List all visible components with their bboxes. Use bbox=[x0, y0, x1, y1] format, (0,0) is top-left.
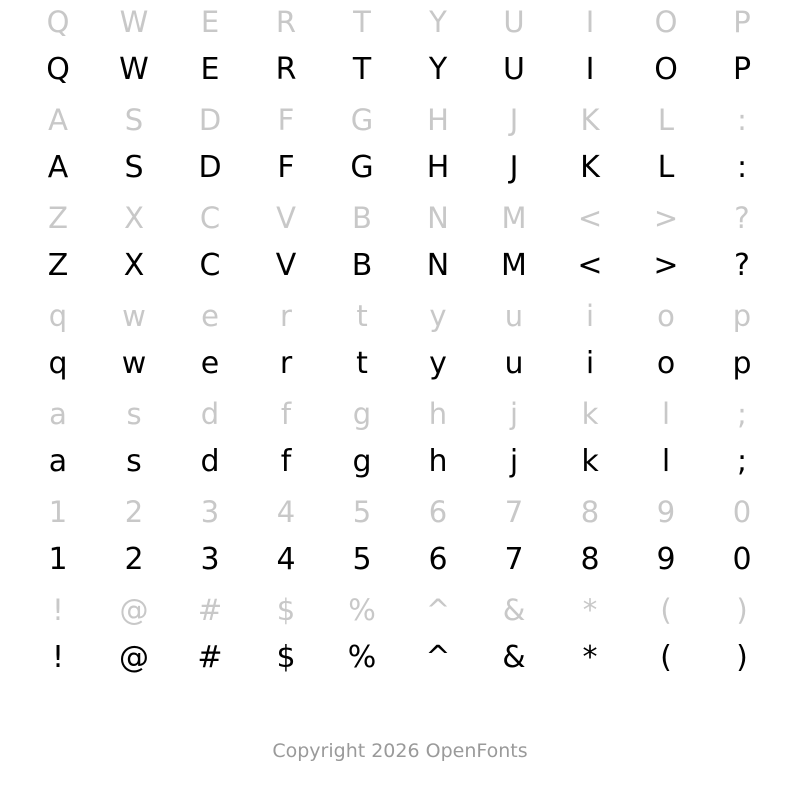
solid-char: S bbox=[124, 150, 144, 185]
solid-char: V bbox=[275, 248, 297, 283]
ghost-char: t bbox=[356, 298, 368, 333]
ghost-character-row bbox=[20, 98, 780, 142]
solid-char: ! bbox=[51, 640, 65, 675]
ghost-char: R bbox=[275, 4, 297, 39]
solid-character-row bbox=[20, 240, 780, 292]
ghost-char: 9 bbox=[656, 494, 676, 529]
ghost-char: T bbox=[353, 4, 371, 39]
ghost-char: Y bbox=[429, 4, 447, 39]
ghost-char: o bbox=[657, 298, 675, 333]
solid-character-row bbox=[20, 44, 780, 96]
ghost-char: 1 bbox=[48, 494, 68, 529]
solid-char: $ bbox=[276, 640, 296, 675]
ghost-char: M bbox=[501, 200, 527, 235]
solid-char: T bbox=[352, 52, 372, 87]
solid-char: 5 bbox=[352, 542, 372, 577]
ghost-char: ) bbox=[736, 592, 748, 627]
ghost-char: ( bbox=[660, 592, 672, 627]
ghost-char: L bbox=[657, 102, 675, 137]
ghost-char: G bbox=[350, 102, 374, 137]
ghost-char: N bbox=[427, 200, 449, 235]
solid-char: ^ bbox=[425, 640, 451, 675]
solid-char: G bbox=[350, 150, 374, 185]
ghost-char: X bbox=[124, 200, 144, 235]
solid-char: u bbox=[504, 346, 524, 381]
ghost-char: 5 bbox=[352, 494, 372, 529]
solid-char: g bbox=[352, 444, 372, 479]
solid-char: U bbox=[503, 52, 525, 87]
solid-char: L bbox=[657, 150, 675, 185]
ghost-char: E bbox=[200, 4, 220, 39]
ghost-char: P bbox=[733, 4, 751, 39]
solid-char: q bbox=[48, 346, 68, 381]
ghost-char: 7 bbox=[504, 494, 524, 529]
ghost-char: 0 bbox=[732, 494, 752, 529]
ghost-char: h bbox=[428, 396, 448, 431]
ghost-char: < bbox=[577, 200, 603, 235]
solid-char: 4 bbox=[276, 542, 296, 577]
solid-char: A bbox=[47, 150, 69, 185]
solid-char: ? bbox=[734, 248, 750, 283]
solid-char: h bbox=[428, 444, 448, 479]
ghost-char: B bbox=[352, 200, 372, 235]
character-row-group bbox=[20, 392, 780, 490]
ghost-char: & bbox=[502, 592, 526, 627]
solid-char: p bbox=[732, 346, 752, 381]
solid-char: @ bbox=[119, 640, 149, 675]
solid-char: f bbox=[280, 444, 292, 479]
ghost-char: Z bbox=[48, 200, 68, 235]
solid-char: D bbox=[198, 150, 222, 185]
ghost-char: s bbox=[126, 396, 142, 431]
solid-char: # bbox=[197, 640, 223, 675]
solid-character-row bbox=[20, 632, 780, 684]
solid-char: X bbox=[123, 248, 145, 283]
solid-char: a bbox=[48, 444, 68, 479]
ghost-char: C bbox=[199, 200, 221, 235]
solid-char: 7 bbox=[504, 542, 524, 577]
ghost-char: 8 bbox=[580, 494, 600, 529]
solid-char: K bbox=[580, 150, 600, 185]
character-row-group bbox=[20, 98, 780, 196]
solid-char: t bbox=[356, 346, 368, 381]
solid-character-row bbox=[20, 338, 780, 390]
ghost-char: ^ bbox=[425, 592, 451, 627]
ghost-char: S bbox=[124, 102, 144, 137]
solid-char: 3 bbox=[200, 542, 220, 577]
ghost-char: l bbox=[661, 396, 671, 431]
ghost-char: # bbox=[197, 592, 223, 627]
solid-char: Q bbox=[46, 52, 70, 87]
solid-char: d bbox=[200, 444, 220, 479]
solid-char: i bbox=[585, 346, 595, 381]
solid-char: y bbox=[429, 346, 447, 381]
ghost-char: > bbox=[653, 200, 679, 235]
solid-char: I bbox=[585, 52, 595, 87]
ghost-char: @ bbox=[119, 592, 149, 627]
solid-char: 0 bbox=[732, 542, 752, 577]
ghost-char: a bbox=[49, 396, 67, 431]
solid-char: N bbox=[426, 248, 450, 283]
ghost-character-row bbox=[20, 490, 780, 534]
solid-char: P bbox=[732, 52, 752, 87]
solid-char: < bbox=[577, 248, 603, 283]
solid-char: > bbox=[653, 248, 679, 283]
solid-char: H bbox=[426, 150, 450, 185]
ghost-character-row bbox=[20, 0, 780, 44]
solid-char: Z bbox=[47, 248, 69, 283]
solid-char: * bbox=[582, 640, 598, 675]
ghost-char: ? bbox=[734, 200, 750, 235]
ghost-char: ! bbox=[52, 592, 64, 627]
ghost-char: y bbox=[429, 298, 447, 333]
solid-character-row bbox=[20, 534, 780, 586]
solid-character-row bbox=[20, 142, 780, 194]
solid-char: e bbox=[200, 346, 220, 381]
ghost-char: i bbox=[585, 298, 595, 333]
solid-char: : bbox=[736, 150, 748, 185]
ghost-char: f bbox=[280, 396, 292, 431]
ghost-char: g bbox=[352, 396, 372, 431]
ghost-char: p bbox=[732, 298, 752, 333]
ghost-character-row bbox=[20, 588, 780, 632]
ghost-char: J bbox=[509, 102, 519, 137]
ghost-char: O bbox=[654, 4, 678, 39]
character-row-group bbox=[20, 0, 780, 98]
solid-char: s bbox=[126, 444, 142, 479]
ghost-char: 2 bbox=[124, 494, 144, 529]
ghost-char: $ bbox=[276, 592, 296, 627]
ghost-char: U bbox=[503, 4, 525, 39]
solid-char: M bbox=[501, 248, 527, 283]
ghost-char: u bbox=[504, 298, 524, 333]
ghost-char: w bbox=[122, 298, 146, 333]
solid-char: % bbox=[347, 640, 377, 675]
solid-char: 8 bbox=[580, 542, 600, 577]
ghost-char: K bbox=[580, 102, 600, 137]
ghost-character-row bbox=[20, 294, 780, 338]
ghost-char: q bbox=[48, 298, 68, 333]
ghost-char: H bbox=[427, 102, 449, 137]
solid-char: 2 bbox=[124, 542, 144, 577]
solid-char: & bbox=[502, 640, 526, 675]
ghost-char: V bbox=[276, 200, 296, 235]
ghost-char: 6 bbox=[428, 494, 448, 529]
solid-char: 1 bbox=[48, 542, 68, 577]
solid-char: k bbox=[581, 444, 599, 479]
character-row-group bbox=[20, 196, 780, 294]
ghost-char: A bbox=[48, 102, 68, 137]
ghost-char: d bbox=[200, 396, 220, 431]
ghost-char: k bbox=[581, 396, 599, 431]
ghost-char: % bbox=[348, 592, 376, 627]
solid-char: 6 bbox=[428, 542, 448, 577]
ghost-character-row bbox=[20, 196, 780, 240]
character-row-group bbox=[20, 588, 780, 686]
ghost-char: r bbox=[280, 298, 292, 333]
solid-char: ; bbox=[736, 444, 748, 479]
solid-char: o bbox=[656, 346, 676, 381]
solid-char: J bbox=[509, 150, 519, 185]
solid-char: w bbox=[121, 346, 147, 381]
ghost-char: D bbox=[198, 102, 222, 137]
ghost-character-row bbox=[20, 392, 780, 436]
ghost-char: * bbox=[582, 592, 598, 627]
solid-char: R bbox=[275, 52, 297, 87]
ghost-char: F bbox=[277, 102, 295, 137]
ghost-char: I bbox=[585, 4, 595, 39]
ghost-char: 3 bbox=[200, 494, 220, 529]
ghost-char: 4 bbox=[276, 494, 296, 529]
solid-char: l bbox=[661, 444, 671, 479]
copyright-notice: Copyright 2026 OpenFonts bbox=[272, 740, 528, 762]
character-row-group bbox=[20, 490, 780, 588]
solid-char: B bbox=[351, 248, 373, 283]
solid-char: 9 bbox=[656, 542, 676, 577]
ghost-char: ; bbox=[737, 396, 747, 431]
solid-char: ( bbox=[660, 640, 672, 675]
solid-char: ) bbox=[736, 640, 748, 675]
solid-char: F bbox=[277, 150, 295, 185]
solid-char: C bbox=[199, 248, 221, 283]
ghost-char: j bbox=[509, 396, 519, 431]
character-row-group bbox=[20, 294, 780, 392]
ghost-char: e bbox=[201, 298, 219, 333]
solid-character-row bbox=[20, 436, 780, 488]
solid-char: r bbox=[279, 346, 293, 381]
solid-char: E bbox=[200, 52, 220, 87]
ghost-char: : bbox=[737, 102, 747, 137]
solid-char: Y bbox=[428, 52, 448, 87]
solid-char: W bbox=[119, 52, 149, 87]
ghost-char: Q bbox=[46, 4, 70, 39]
solid-char: O bbox=[654, 52, 678, 87]
solid-char: j bbox=[509, 444, 519, 479]
ghost-char: W bbox=[119, 4, 149, 39]
